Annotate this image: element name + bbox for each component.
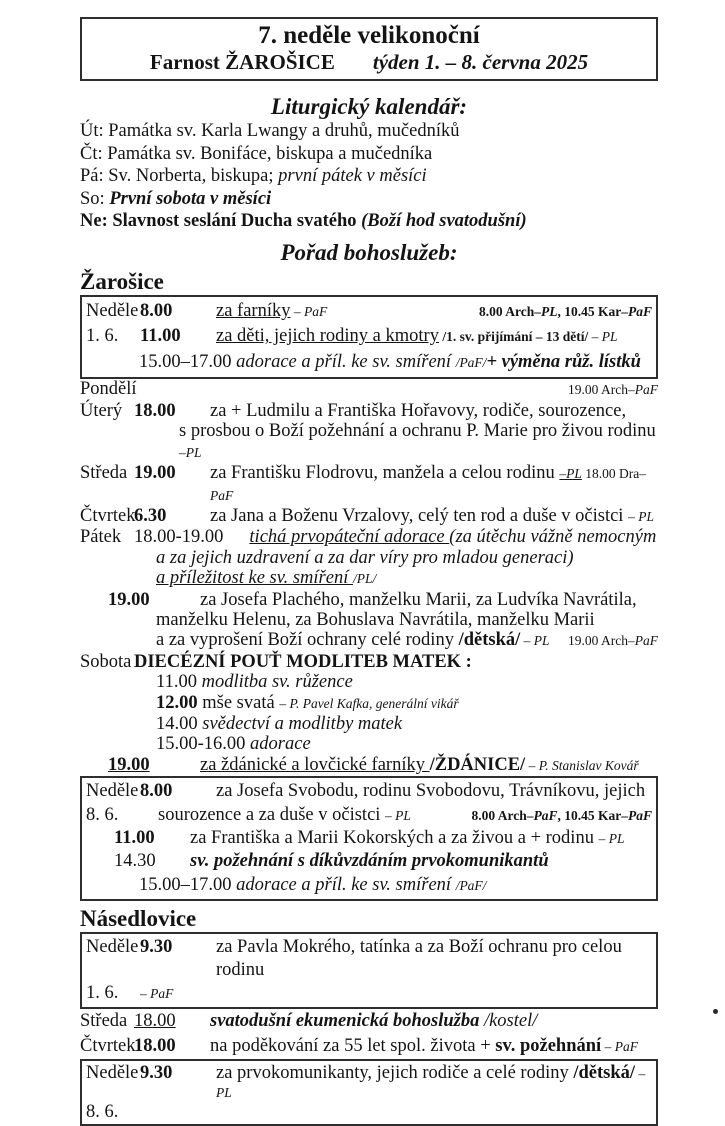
seg: 19.00 Arch– — [568, 382, 635, 398]
time-cell: 6.30 — [134, 505, 167, 526]
seg: – PaF — [290, 303, 328, 319]
seg: za + Ludmilu a Františka Hořavovy, rodiče, sourozence, — [210, 400, 627, 421]
day-cell: Pondělí — [80, 379, 137, 400]
header-box — [80, 17, 658, 81]
schedule-row — [80, 506, 658, 527]
calendar-line — [80, 143, 658, 166]
mass-intention — [140, 982, 652, 1005]
sunday-box-june1 — [80, 295, 658, 380]
schedule-row — [86, 982, 652, 1005]
day-cell: 8. 6. — [86, 804, 119, 825]
schedule-row — [80, 610, 658, 630]
seg: a příležitost ke sv. smíření — [156, 568, 353, 589]
schedule-row — [80, 379, 658, 400]
time-cell: 18.00-19.00 — [134, 527, 224, 548]
event-title — [134, 652, 658, 672]
mass-intention — [249, 527, 658, 547]
time-cell: 19.00 — [134, 463, 176, 484]
mass-intention — [86, 350, 652, 376]
seg: – PL — [385, 807, 411, 823]
mass-intention — [80, 610, 658, 630]
mass-intention — [140, 804, 465, 827]
time-cell: 14.30 — [114, 851, 156, 872]
seg: , 10.45 Kar– — [557, 807, 628, 823]
seg: /1. sv. přijímání – 13 dětí/ — [438, 329, 589, 345]
time-cell: 11.00 — [114, 828, 155, 848]
seg: svatodušní ekumenická bohoslužba — [210, 1011, 484, 1032]
schedule-row — [80, 463, 658, 506]
mass-intention — [80, 693, 658, 714]
seg: (za útěchu vážně nemocným — [449, 527, 657, 548]
schedule-row — [80, 1009, 658, 1034]
seg: PaF — [634, 633, 658, 649]
mass-intention — [80, 421, 658, 463]
schedule-row — [86, 936, 652, 982]
mass-intention — [86, 874, 652, 897]
schedule-row — [80, 714, 658, 734]
seg: – PaF — [601, 1038, 638, 1054]
day-cell: 8. 6. — [86, 1102, 119, 1123]
day-cell: Sobota — [80, 651, 132, 672]
schedule-row — [80, 734, 658, 754]
seg: za farníky — [216, 300, 291, 321]
time-cell: 8.00 — [140, 781, 173, 802]
seg: – PL — [628, 508, 654, 524]
day-cell: Čtvrtek — [80, 1035, 136, 1056]
seg: 15.00–17.00 — [139, 351, 237, 372]
seg: /dětská/ — [458, 630, 521, 651]
seg: – PL — [598, 831, 625, 846]
mass-intention — [210, 401, 658, 421]
mass-intention — [210, 1009, 658, 1034]
day-cell: Pátek — [80, 527, 122, 548]
schedule-row — [80, 693, 658, 714]
day-cell: Středa — [80, 1011, 128, 1032]
seg: PaF — [627, 807, 652, 823]
seg: sv. požehnání s díkůvzdáním prvokomunikantů — [190, 851, 549, 872]
sunday-box-june8-nasedlovice — [80, 1059, 658, 1126]
day-cell: 1. 6. — [86, 326, 119, 347]
day-cell: 1. 6. — [86, 983, 119, 1004]
time-cell: 18.00 — [134, 1011, 176, 1032]
calendar-line — [80, 210, 658, 233]
page-artifact-dot — [713, 1009, 718, 1014]
mass-intention — [216, 936, 652, 982]
seg: –PL — [559, 466, 582, 482]
weekday-rows-nasedlovice — [80, 1009, 658, 1059]
seg: tichá prvopáteční adorace — [249, 527, 450, 548]
seg: mše svatá — [197, 692, 280, 713]
mass-intention — [216, 324, 652, 350]
weekday-rows — [80, 379, 658, 776]
schedule-title: Pořad bohoslužeb: — [280, 239, 458, 265]
seg: svědectví a modlitby matek — [202, 713, 403, 734]
mass-intention — [210, 506, 658, 527]
day-cell: Čtvrtek — [80, 505, 136, 526]
calendar-title: Liturgický kalendář: — [270, 94, 468, 119]
mass-intention — [80, 548, 658, 568]
seg: manželku Helenu, za Bohuslava Navrátila, manželku Marii — [156, 609, 595, 630]
time-cell: 19.00 — [108, 754, 150, 775]
seg: za Jana a Boženu Vrzalovy, celý ten rod a duše v očistci — [210, 505, 629, 526]
day-cell: Neděle — [86, 300, 139, 321]
mass-intention — [190, 827, 652, 850]
header-subtitle — [90, 50, 648, 75]
schedule-row — [80, 421, 658, 463]
seg: První sobota v měsíci — [109, 188, 272, 209]
seg: + výměna růž. lístků — [486, 351, 641, 372]
time-cell: 8.00 — [140, 300, 173, 321]
seg: první pátek v měsíci — [278, 166, 427, 187]
schedule-row — [80, 401, 658, 421]
day-cell: Neděle — [86, 937, 139, 958]
seg: /PL/ — [352, 571, 377, 587]
schedule-row — [86, 804, 652, 827]
week-range: týden 1. – 8. června 2025 — [372, 50, 589, 74]
seg: adorace a příl. ke sv. smíření — [236, 874, 456, 895]
schedule-row — [86, 874, 652, 897]
schedule-row — [86, 827, 652, 850]
seg: 14.00 — [156, 713, 203, 734]
schedule-row — [80, 672, 658, 692]
seg: PaF — [210, 487, 234, 503]
time-cell: 18.00 — [134, 1035, 176, 1056]
seg: za Josefa Plachého, manželku Marii, za Ludvíka Navrátila, — [200, 589, 637, 610]
seg: /PaF/ — [455, 354, 487, 370]
mass-intention — [210, 1034, 658, 1060]
section-heading-zarosice: Žarošice — [80, 268, 164, 294]
seg: (Boží hod svatodušní) — [361, 211, 527, 232]
right-note — [562, 631, 658, 651]
mass-intention — [200, 590, 658, 610]
seg: PaF — [634, 382, 658, 398]
time-cell: 9.30 — [140, 1063, 173, 1084]
seg: PL — [540, 303, 558, 319]
seg: – PL — [216, 1066, 646, 1101]
seg: Út: Památka sv. Karla Lwangy a druhů, mučedníků — [80, 121, 460, 141]
seg: /kostel/ — [483, 1011, 538, 1032]
schedule-row — [80, 1034, 658, 1060]
seg: – PaF — [140, 986, 174, 1002]
seg: adorace a příl. ke sv. smíření — [236, 351, 456, 372]
seg: a za vyprošení Boží ochrany celé rodiny — [156, 630, 459, 651]
schedule-row — [86, 850, 652, 873]
mass-intention — [216, 780, 652, 803]
seg: za Pavla Mokrého, tatínka a za Boží ochranu pro celou rodinu — [216, 937, 622, 981]
mass-intention — [80, 714, 658, 734]
seg: Ne: Slavnost seslání Ducha svatého — [80, 211, 362, 232]
seg: – P. Stanislav Kovář — [525, 757, 639, 773]
seg: – P. Pavel Kafka, generální vikář — [279, 695, 459, 711]
schedule-row — [80, 590, 658, 610]
schedule-row — [86, 324, 652, 350]
seg: /ŽDÁNICE/ — [429, 754, 526, 775]
schedule-row — [80, 652, 658, 672]
mass-intention — [80, 672, 658, 692]
mass-intention — [210, 463, 658, 506]
seg: za děti, jejich rodiny a kmotry — [216, 326, 439, 347]
schedule-row — [80, 548, 658, 568]
seg: 8.00 Arch– — [478, 303, 541, 319]
seg: –PL — [179, 444, 202, 460]
schedule-row — [80, 527, 658, 547]
mass-intention — [216, 1064, 652, 1102]
liturgical-calendar — [80, 120, 658, 233]
sunday-box-june8 — [80, 776, 658, 901]
seg: – PL — [588, 329, 618, 345]
seg: – PL — [520, 633, 550, 649]
calendar-line — [80, 165, 658, 188]
seg: 18.00 Dra– — [581, 466, 646, 482]
seg: modlitba sv. růžence — [201, 672, 353, 693]
seg: za ždánické a lovčické farníky — [200, 754, 430, 775]
day-cell: Neděle — [86, 1063, 139, 1084]
seg: 15.00–17.00 — [139, 874, 237, 895]
mass-intention — [200, 755, 658, 776]
schedule-row — [86, 1102, 652, 1122]
schedule-row — [80, 568, 658, 589]
seg: s prosbou o Boží požehnání a ochranu P. Marie pro živou rodinu — [179, 421, 656, 442]
seg: Čt: Památka sv. Bonifáce, biskupa a mučedníka — [80, 143, 433, 164]
sunday-box-june1-nasedlovice — [80, 932, 658, 1009]
right-note — [465, 804, 652, 827]
seg: /dětská/ — [573, 1063, 636, 1084]
time-cell: 11.00 — [140, 326, 181, 347]
seg: sv. požehnání — [495, 1035, 602, 1056]
seg: PaF — [627, 303, 652, 319]
calendar-line — [80, 120, 658, 143]
seg: adorace — [250, 734, 311, 755]
day-cell: Úterý — [80, 400, 123, 421]
seg: Pá: Sv. Norberta, biskupa; — [80, 166, 279, 187]
mass-intention — [190, 850, 652, 873]
seg: So: — [80, 188, 110, 209]
schedule-row — [86, 780, 652, 803]
page-title: 7. neděle velikonoční — [258, 22, 480, 49]
schedule-row — [86, 1063, 652, 1102]
seg: 11.00 — [156, 672, 202, 693]
section-heading-nasedlovice: Násedlovice — [80, 906, 197, 932]
seg: na poděkování za 55 let spol. života + — [210, 1035, 496, 1056]
time-cell: 9.30 — [140, 937, 173, 958]
mass-intention — [216, 299, 473, 325]
seg: PaF — [533, 807, 558, 823]
calendar-line — [80, 188, 658, 211]
schedule-row — [86, 350, 652, 376]
schedule-row — [80, 630, 658, 651]
seg: /PaF/ — [455, 877, 487, 893]
seg: , 10.45 Kar– — [557, 303, 628, 319]
time-cell: 19.00 — [108, 589, 150, 610]
seg: 8.00 Arch– — [471, 807, 534, 823]
seg: 19.00 Arch– — [568, 633, 635, 649]
seg: 12.00 — [156, 692, 198, 713]
seg: za Františka a Marii Kokorských a za živou a + rodinu — [190, 828, 599, 848]
schedule-row — [80, 755, 658, 776]
right-note — [473, 300, 652, 325]
seg: za Františku Flodrovu, manžela a celou rodinu — [210, 463, 560, 484]
right-note — [562, 380, 658, 400]
seg: za Josefa Svobodu, rodinu Svobodovu, Trávníkovu, jejich — [216, 781, 646, 802]
day-cell: Středa — [80, 463, 128, 484]
day-cell: Neděle — [86, 781, 139, 802]
seg: DIECÉZNÍ POUŤ MODLITEB MATEK : — [134, 651, 472, 672]
seg: a za jejich uzdravení a za dar víry pro mladou generaci) — [156, 547, 574, 568]
schedule-row — [86, 299, 652, 325]
mass-intention — [80, 734, 658, 754]
seg: 15.00-16.00 — [156, 734, 251, 755]
mass-intention — [80, 630, 562, 651]
time-cell: 18.00 — [134, 400, 176, 421]
seg: sourozence a za duše v očistci — [158, 804, 386, 825]
seg: za prvokomunikanty, jejich rodiče a celé rodiny — [216, 1063, 574, 1084]
parish-name: Farnost ŽAROŠICE — [149, 50, 335, 74]
mass-intention — [80, 568, 658, 589]
